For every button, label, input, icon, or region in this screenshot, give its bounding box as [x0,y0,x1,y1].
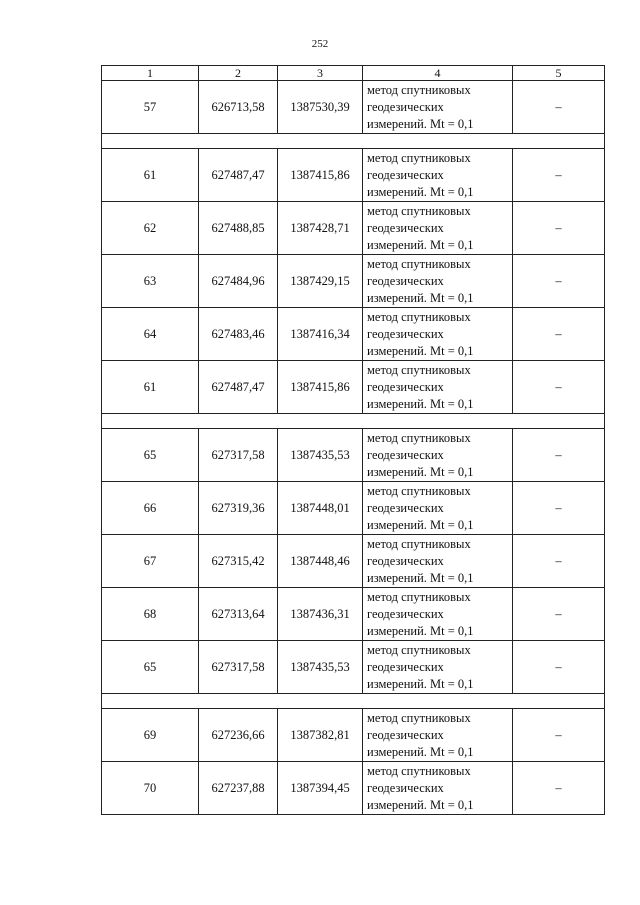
page-number: 252 [311,38,329,50]
y-coordinate-cell: 1387435,53 [278,641,363,694]
method-text [367,309,508,360]
method-line: измерений. Mt = 0,1 [367,676,474,691]
method-cell [363,709,513,762]
method-line: метод спутниковых [367,309,471,324]
table-row [102,482,605,535]
x-coordinate-cell: 627483,46 [199,308,278,361]
x-coordinate-cell: 627315,42 [199,535,278,588]
x-coordinate-cell: 627237,88 [199,762,278,815]
x-coordinate-cell: 627319,36 [199,482,278,535]
note-cell: – [513,641,605,694]
table-row [102,535,605,588]
y-coordinate-cell: 1387415,86 [278,361,363,414]
separator-cell [102,414,605,429]
y-coordinate-cell: 1387382,81 [278,709,363,762]
table-row [102,709,605,762]
method-line: метод спутниковых [367,430,471,445]
note-cell: – [513,149,605,202]
point-number-cell: 66 [102,482,199,535]
x-coordinate-cell: 627488,85 [199,202,278,255]
method-text [367,710,508,761]
x-coordinate-cell: 627313,64 [199,588,278,641]
column-header: 5 [513,66,605,81]
method-line: геодезических [367,99,444,114]
method-cell [363,81,513,134]
x-coordinate-cell: 626713,58 [199,81,278,134]
method-line: геодезических [367,553,444,568]
method-line: измерений. Mt = 0,1 [367,116,474,131]
method-text [367,430,508,481]
note-cell: – [513,202,605,255]
y-coordinate-cell: 1387415,86 [278,149,363,202]
table-row [102,361,605,414]
method-text [367,483,508,534]
method-cell [363,149,513,202]
x-coordinate-cell: 627487,47 [199,361,278,414]
column-header: 3 [278,66,363,81]
x-coordinate-cell: 627484,96 [199,255,278,308]
note-cell: – [513,762,605,815]
y-coordinate-cell: 1387416,34 [278,308,363,361]
method-line: метод спутниковых [367,82,471,97]
point-number-cell: 68 [102,588,199,641]
table-row [102,588,605,641]
method-line: геодезических [367,780,444,795]
method-line: геодезических [367,379,444,394]
point-number-cell: 70 [102,762,199,815]
table-row [102,255,605,308]
method-cell [363,429,513,482]
note-cell: – [513,709,605,762]
table-row [102,308,605,361]
method-text [367,536,508,587]
point-number-cell: 65 [102,641,199,694]
table-body [102,66,605,815]
method-line: метод спутниковых [367,150,471,165]
method-text [367,589,508,640]
note-cell: – [513,482,605,535]
method-line: геодезических [367,220,444,235]
method-cell [363,255,513,308]
method-line: геодезических [367,326,444,341]
x-coordinate-cell: 627317,58 [199,429,278,482]
method-line: метод спутниковых [367,589,471,604]
method-line: метод спутниковых [367,362,471,377]
note-cell: – [513,429,605,482]
method-cell [363,308,513,361]
method-line: измерений. Mt = 0,1 [367,464,474,479]
column-header: 1 [102,66,199,81]
point-number-cell: 69 [102,709,199,762]
method-cell [363,762,513,815]
method-line: измерений. Mt = 0,1 [367,797,474,812]
method-text [367,150,508,201]
block-separator-row [102,694,605,709]
method-text [367,362,508,413]
table-row [102,81,605,134]
note-cell: – [513,308,605,361]
coordinates-table [101,65,605,815]
method-text [367,642,508,693]
point-number-cell: 61 [102,361,199,414]
method-text [367,82,508,133]
y-coordinate-cell: 1387429,15 [278,255,363,308]
table-header-row [102,66,605,81]
table-row [102,429,605,482]
method-cell [363,641,513,694]
method-line: метод спутниковых [367,203,471,218]
point-number-cell: 64 [102,308,199,361]
x-coordinate-cell: 627487,47 [199,149,278,202]
point-number-cell: 67 [102,535,199,588]
method-cell [363,535,513,588]
y-coordinate-cell: 1387435,53 [278,429,363,482]
method-text [367,203,508,254]
table-row [102,202,605,255]
method-text [367,256,508,307]
point-number-cell: 63 [102,255,199,308]
note-cell: – [513,255,605,308]
method-line: геодезических [367,273,444,288]
method-line: измерений. Mt = 0,1 [367,744,474,759]
method-line: измерений. Mt = 0,1 [367,517,474,532]
method-line: измерений. Mt = 0,1 [367,570,474,585]
note-cell: – [513,361,605,414]
method-line: геодезических [367,727,444,742]
method-line: измерений. Mt = 0,1 [367,396,474,411]
method-line: геодезических [367,167,444,182]
method-line: измерений. Mt = 0,1 [367,623,474,638]
method-line: измерений. Mt = 0,1 [367,290,474,305]
y-coordinate-cell: 1387394,45 [278,762,363,815]
note-cell: – [513,81,605,134]
method-line: геодезических [367,447,444,462]
method-cell [363,202,513,255]
method-line: метод спутниковых [367,256,471,271]
method-line: геодезических [367,659,444,674]
separator-cell [102,134,605,149]
x-coordinate-cell: 627317,58 [199,641,278,694]
method-line: измерений. Mt = 0,1 [367,343,474,358]
table-row [102,149,605,202]
y-coordinate-cell: 1387530,39 [278,81,363,134]
block-separator-row [102,414,605,429]
method-line: метод спутниковых [367,710,471,725]
method-text [367,763,508,814]
y-coordinate-cell: 1387436,31 [278,588,363,641]
note-cell: – [513,535,605,588]
method-line: метод спутниковых [367,763,471,778]
method-line: геодезических [367,500,444,515]
method-line: измерений. Mt = 0,1 [367,184,474,199]
y-coordinate-cell: 1387448,46 [278,535,363,588]
method-line: метод спутниковых [367,536,471,551]
method-line: геодезических [367,606,444,621]
column-header: 4 [363,66,513,81]
y-coordinate-cell: 1387448,01 [278,482,363,535]
method-line: метод спутниковых [367,642,471,657]
table-row [102,762,605,815]
x-coordinate-cell: 627236,66 [199,709,278,762]
point-number-cell: 61 [102,149,199,202]
point-number-cell: 62 [102,202,199,255]
y-coordinate-cell: 1387428,71 [278,202,363,255]
method-cell [363,361,513,414]
point-number-cell: 57 [102,81,199,134]
block-separator-row [102,134,605,149]
method-cell [363,482,513,535]
table-row [102,641,605,694]
separator-cell [102,694,605,709]
point-number-cell: 65 [102,429,199,482]
method-line: измерений. Mt = 0,1 [367,237,474,252]
column-header: 2 [199,66,278,81]
note-cell: – [513,588,605,641]
method-cell [363,588,513,641]
method-line: метод спутниковых [367,483,471,498]
